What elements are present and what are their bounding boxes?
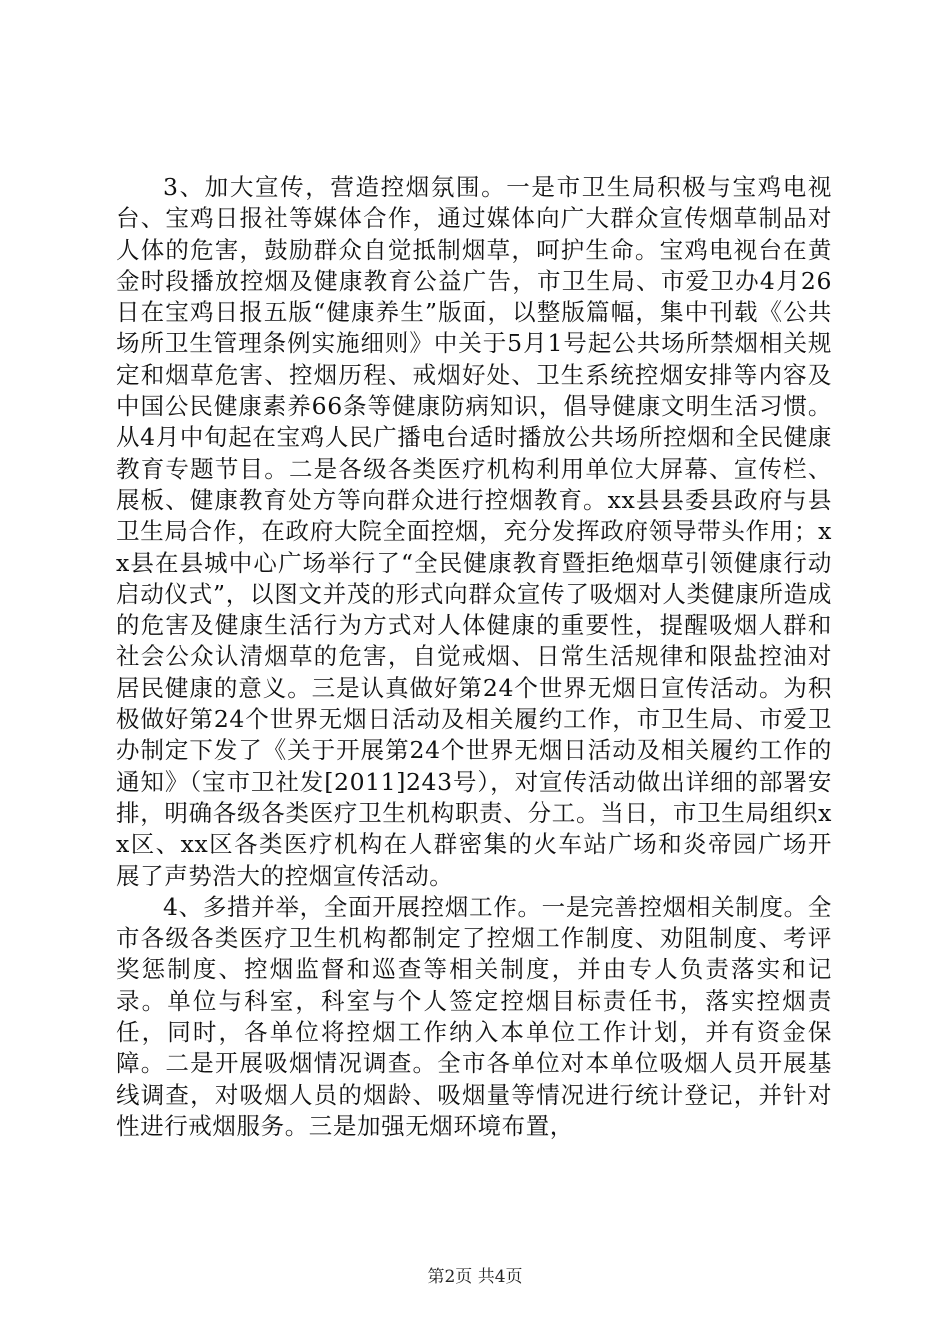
- paragraph-publicity: 3、加大宣传，营造控烟氛围。一是市卫生局积极与宝鸡电视台、宝鸡日报社等媒体合作，通过媒体向广大群众宣传烟草制品对人体的危害，鼓励群众自觉抵制烟草，呵护生命。宝鸡电视台在黄金时段播放控烟及健康教育公益广告，市卫生局、市爱卫办4月26日在宝鸡日报五版“健康养生”版面，以整版篇幅，集中刊载《公共场所卫生管理条例实施细则》中关于5月1号起公共场所禁烟相关规定和烟草危害、控烟历程、戒烟好处、卫生系统控烟安排等内容及中国公民健康素养66条等健康防病知识，倡导健康文明生活习惯。从4月中旬起在宝鸡人民广播电台适时播放公共场所控烟和全民健康教育专题节目。二是各级各类医疗机构利用单位大屏幕、宣传栏、展板、健康教育处方等向群众进行控烟教育。xx县县委县政府与县卫生局合作，在政府大院全面控烟，充分发挥政府领导带头作用；xx县在县城中心广场举行了“全民健康教育暨拒绝烟草引领健康行动启动仪式”，以图文并茂的形式向群众宣传了吸烟对人类健康所造成的危害及健康生活行为方式对人体健康的重要性，提醒吸烟人群和社会公众认清烟草的危害，自觉戒烟、日常生活规律和限盐控油对居民健康的意义。三是认真做好第24个世界无烟日宣传活动。为积极做好第24个世界无烟日活动及相关履约工作，市卫生局、市爱卫办制定下发了《关于开展第24个世界无烟日活动及相关履约工作的通知》（宝市卫社发[2011]243号），对宣传活动做出详细的部署安排，明确各级各类医疗卫生机构职责、分工。当日，市卫生局组织xx区、xx区各类医疗机构在人群密集的火车站广场和炎帝园广场开展了声势浩大的控烟宣传活动。: [116, 173, 832, 890]
- paragraph-measures: 4、多措并举，全面开展控烟工作。一是完善控烟相关制度。全市各级各类医疗卫生机构都制定了控烟工作制度、劝阻制度、考评奖惩制度、控烟监督和巡查等相关制度，并由专人负责落实和记录。单位与科室，科室与个人签定控烟目标责任书，落实控烟责任，同时，各单位将控烟工作纳入本单位工作计划，并有资金保障。二是开展吸烟情况调查。全市各单位对本单位吸烟人员开展基线调查，对吸烟人员的烟龄、吸烟量等情况进行统计登记，并针对性进行戒烟服务。三是加强无烟环境布置，: [116, 892, 832, 1140]
- document-body: [116, 172, 832, 1142]
- page-footer: 第2页 共4页: [427, 1267, 523, 1287]
